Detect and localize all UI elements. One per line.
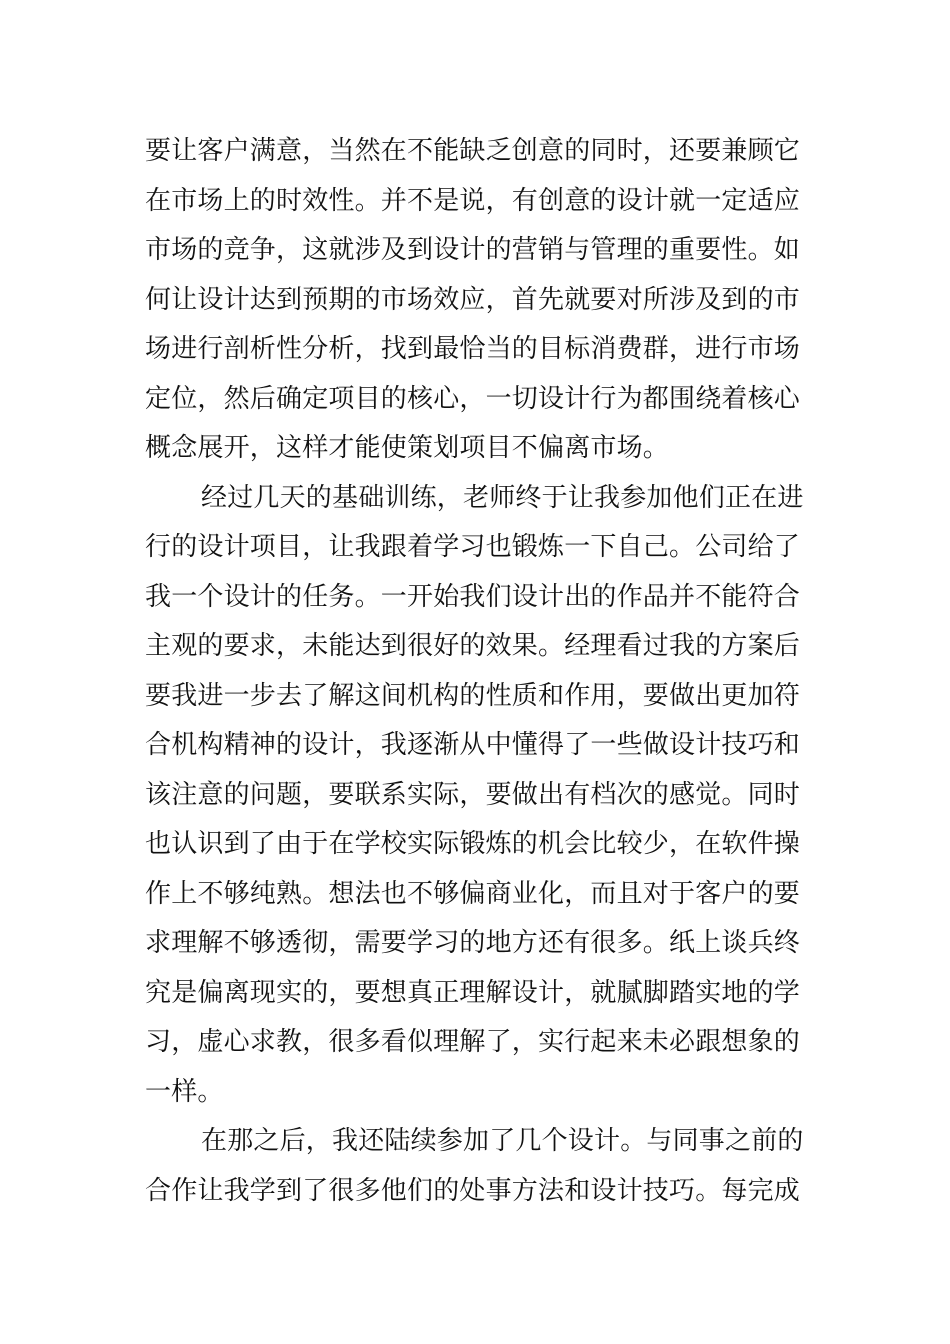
- text-line: 合作让我学到了很多他们的处事方法和设计技巧。每完成: [145, 1175, 801, 1206]
- paragraph-1: [145, 127, 810, 474]
- text-line: 何让设计达到预期的市场效应，首先就要对所涉及到的市: [145, 284, 801, 315]
- text-line: 定位，然后确定项目的核心，一切设计行为都围绕着核心: [145, 383, 801, 414]
- text-line: 一样。: [145, 1076, 224, 1107]
- text-line: 作上不够纯熟。想法也不够偏商业化，而且对于客户的要: [145, 878, 801, 909]
- text-line: 行的设计项目，让我跟着学习也锻炼一下自己。公司给了: [145, 532, 801, 562]
- paragraph-3: [145, 1117, 810, 1216]
- text-line: 合机构精神的设计，我逐渐从中懂得了一些做设计技巧和: [145, 730, 801, 760]
- text-line: 在市场上的时效性。并不是说，有创意的设计就一定适应: [145, 185, 801, 216]
- text-line: 求理解不够透彻，需要学习的地方还有很多。纸上谈兵终: [145, 928, 801, 958]
- text-line: 场进行剖析性分析，找到最恰当的目标消费群，进行市场: [145, 334, 801, 364]
- text-line: 要我进一步去了解这间机构的性质和作用，要做出更加符: [145, 680, 801, 711]
- body-text: [145, 127, 810, 1216]
- text-line: 概念展开，这样才能使策划项目不偏离市场。: [145, 433, 670, 463]
- text-line: 究是偏离现实的，要想真正理解设计，就腻脚踏实地的学: [145, 977, 801, 1008]
- text-line: 也认识到了由于在学校实际锻炼的机会比较少，在软件操: [145, 829, 801, 859]
- paragraph-2: [145, 474, 810, 1118]
- text-line: 在那之后，我还陆续参加了几个设计。与同事之前的: [201, 1126, 804, 1156]
- text-line: 市场的竞争，这就涉及到设计的营销与管理的重要性。如: [145, 235, 801, 265]
- text-line: 经过几天的基础训练，老师终于让我参加他们正在进: [201, 482, 804, 513]
- text-line: 主观的要求，未能达到很好的效果。经理看过我的方案后: [145, 631, 801, 661]
- text-line: 要让客户满意，当然在不能缺乏创意的同时，还要兼顾它: [145, 136, 801, 166]
- text-line: 习，虚心求教，很多看似理解了，实行起来未必跟想象的: [145, 1027, 801, 1057]
- text-line: 我一个设计的任务。一开始我们设计出的作品并不能符合: [145, 581, 801, 612]
- text-line: 该注意的问题，要联系实际，要做出有档次的感觉。同时: [145, 779, 801, 810]
